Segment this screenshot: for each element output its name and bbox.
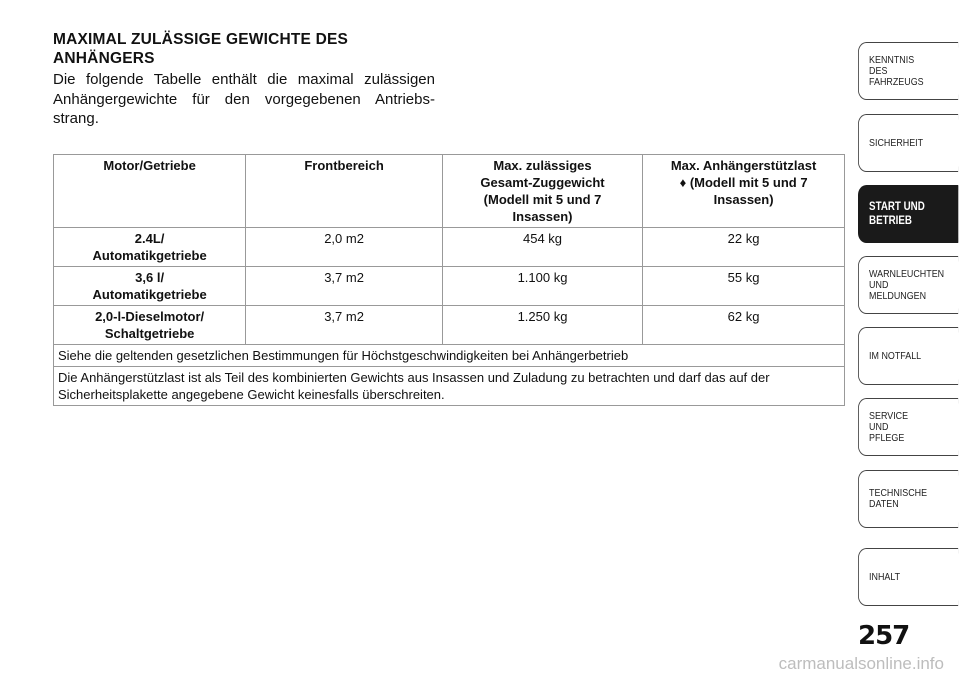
tab-service-und-pflege[interactable]: SERVICE UND PFLEGE	[858, 398, 958, 456]
table-row	[54, 306, 845, 345]
cell-motor: 2.4L/ Automatikgetriebe	[54, 228, 246, 267]
chapter-tabs	[858, 0, 960, 678]
cell-front: 2,0 m2	[246, 228, 443, 267]
tab-im-notfall[interactable]: IM NOTFALL	[858, 327, 958, 385]
cell-tongue: 62 kg	[643, 306, 845, 345]
table-note-row	[54, 367, 845, 406]
tab-sicherheit[interactable]: SICHERHEIT	[858, 114, 958, 172]
cell-tongue: 22 kg	[643, 228, 845, 267]
header-front: Frontbereich	[246, 155, 443, 228]
cell-tongue: 55 kg	[643, 267, 845, 306]
page-number: 257	[858, 621, 910, 651]
tab-warnleuchten[interactable]: WARNLEUCHTEN UND MELDUNGEN	[858, 256, 958, 314]
section-heading	[53, 30, 443, 68]
cell-motor: 2,0-l-Dieselmotor/ Schaltgetriebe	[54, 306, 246, 345]
table-row	[54, 267, 845, 306]
header-tongue-load: Max. Anhängerstützlast ♦ (Modell mit 5 und 7 Insassen)	[643, 155, 845, 228]
table-row	[54, 228, 845, 267]
trailer-weight-table	[53, 154, 845, 406]
intro-paragraph: Die folgende Tabelle enthält die maximal zulässigen Anhängergewichte für den vorgegebenen Antriebs-strang.	[53, 71, 435, 127]
cell-gross: 1.100 kg	[442, 267, 642, 306]
table-note-row	[54, 345, 845, 367]
note-speed-limits: Siehe die geltenden gesetzlichen Bestimmungen für Höchstgeschwindigkeiten bei Anhängerbetrieb	[54, 345, 845, 367]
tab-kenntnis-des-fahrzeugs[interactable]: KENNTNIS DES FAHRZEUGS	[858, 42, 958, 100]
heading-line-1: MAXIMAL ZULÄSSIGE GEWICHTE DES	[53, 31, 349, 48]
cell-front: 3,7 m2	[246, 267, 443, 306]
note-tongue-load: Die Anhängerstützlast ist als Teil des kombinierten Gewichts aus Insassen und Zuladung zu betrachten und darf das auf der Sicherheitsplakette angegebene Gewicht keinesfalls überschreiten.	[58, 370, 770, 402]
tab-technische-daten[interactable]: TECHNISCHE DATEN	[858, 470, 958, 528]
tab-start-und-betrieb[interactable]: START UND BETRIEB	[858, 185, 958, 243]
tab-inhalt[interactable]: INHALT	[858, 548, 958, 606]
header-motor: Motor/Getriebe	[54, 155, 246, 228]
cell-motor: 3,6 l/ Automatikgetriebe	[54, 267, 246, 306]
cell-gross: 1.250 kg	[442, 306, 642, 345]
heading-line-2: ANHÄNGERS	[53, 50, 155, 67]
header-gross-weight: Max. zulässiges Gesamt-Zuggewicht (Modell mit 5 und 7 Insassen)	[442, 155, 642, 228]
cell-front: 3,7 m2	[246, 306, 443, 345]
cell-gross: 454 kg	[442, 228, 642, 267]
table-header-row	[54, 155, 845, 228]
watermark: carmanualsonline.info	[778, 654, 944, 673]
